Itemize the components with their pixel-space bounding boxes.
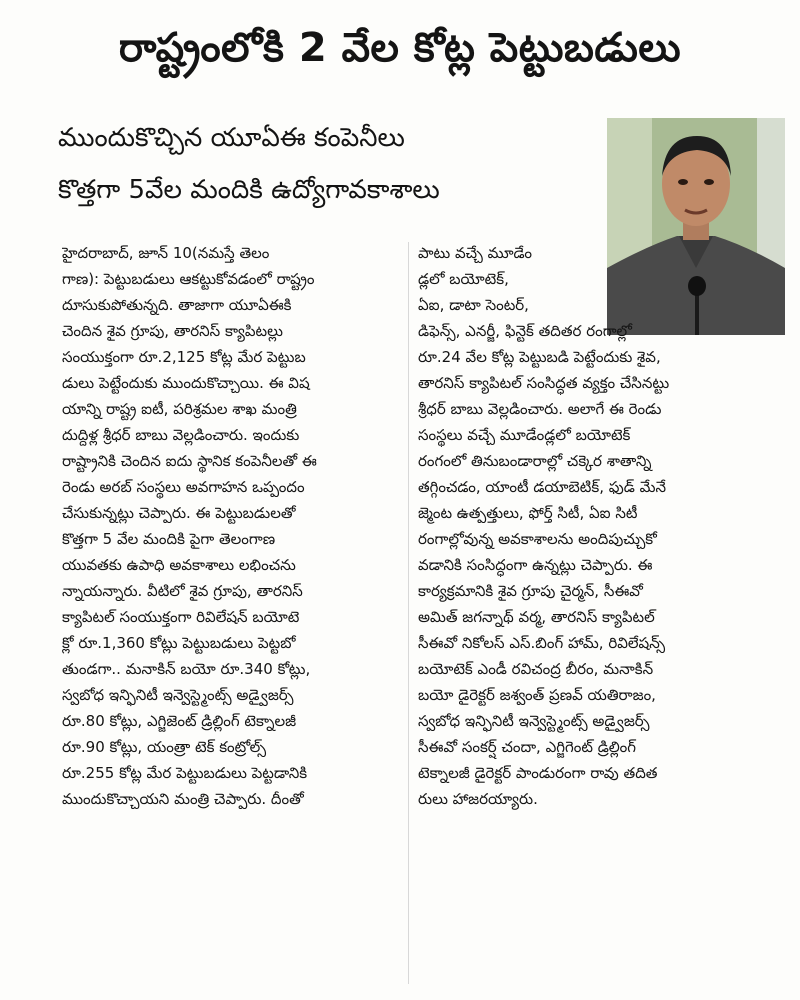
- body-line: జ్మెంట ఉత్పత్తులు, ఫోర్త్ సిటీ, ఏఐ సిటీ: [418, 504, 638, 522]
- body-line: స్వబోధ ఇన్ఫినిటీ ఇన్వెస్ట్మెంట్స్ అడ్వైజర్స్: [62, 686, 294, 704]
- body-line: సంయుక్తంగా రూ.2,125 కోట్ల మేర పెట్టుబ: [62, 348, 306, 366]
- body-line: రూ.80 కోట్లు, ఎగ్జిజెంట్ డ్రిల్లింగ్ టెక్నాలజీ: [62, 712, 297, 730]
- body-line: ఏఐ, డాటా సెంటర్,: [418, 296, 529, 314]
- body-line: డులు పెట్టేందుకు ముందుకొచ్చాయి. ఈ విష: [62, 374, 310, 392]
- column-divider: [408, 242, 409, 984]
- body-line: గాణ): పెట్టుబడులు ఆకట్టుకోవడంలో రాష్ట్రం: [62, 270, 315, 288]
- body-line: హైదరాబాద్, జూన్ 10(నమస్తే తెలం: [62, 244, 270, 262]
- body-line: సంస్థలు వచ్చే మూడేండ్లలో బయోటెక్: [418, 426, 631, 444]
- body-line: చెందిన శైవ గ్రూపు, తారనిస్ క్యాపిటల్లు: [62, 322, 283, 340]
- body-line: స్వబోధ ఇన్ఫినిటీ ఇన్వెస్ట్మెంట్స్ అడ్వైజర్స్: [418, 712, 650, 730]
- body-line: అమిత్ జగన్నాథ్ వర్మ, తారనిస్ క్యాపిటల్: [418, 608, 655, 626]
- body-line: యువతకు ఉపాధి అవకాశాలు లభించను: [62, 556, 296, 574]
- body-line: ముందుకొచ్చాయని మంత్రి చెప్పారు. దీంతో: [62, 790, 304, 808]
- body-line: పాటు వచ్చే మూడేం: [418, 244, 533, 262]
- body-line: న్నాయన్నారు. వీటిలో శైవ గ్రూపు, తారనిస్: [62, 582, 303, 600]
- article-body-right: [418, 240, 788, 812]
- body-line: డ్లలో బయోటెక్,: [418, 270, 509, 288]
- body-line: రెండు అరబ్ సంస్థలు అవగాహన ఒప్పందం: [62, 478, 305, 496]
- subheadline-line: ముందుకొచ్చిన యూఏఈ కంపెనీలు: [58, 123, 405, 153]
- body-line: బయోటెక్ ఎండీ రవిచంద్ర బీరం, మనాకిన్: [418, 660, 654, 678]
- body-line: తగ్గించడం, యాంటీ డయాబెటిక్, ఫుడ్ మేనే: [418, 478, 666, 496]
- body-line: రూ.90 కోట్లు, యంత్రా టెక్ కంట్రోల్స్: [62, 738, 267, 756]
- body-line: రంగంలో తినుబండారాల్లో చక్కెర శాతాన్ని: [418, 452, 652, 470]
- body-line: క్లో రూ.1,360 కోట్లు పెట్టుబడులు పెట్టబో: [62, 634, 296, 652]
- body-line: బయో డైరెక్టర్ జశ్వంత్ ప్రణవ్ యతిరాజం,: [418, 686, 656, 704]
- body-line: డిఫెన్స్, ఎనర్జీ, ఫిన్టెక్ తదితర రంగాల్లో: [418, 322, 632, 340]
- body-line: సీఈవో నికోలస్ ఎస్.బింగ్ హామ్, రివిలేషన్స్: [418, 634, 666, 652]
- headline: రాష్ట్రంలోకి 2 వేల కోట్ల పెట్టుబడులు: [118, 25, 682, 71]
- article-body-left: [62, 240, 402, 812]
- body-line: రంగాల్లోవున్న అవకాశాలను అందిపుచ్చుకో: [418, 530, 657, 548]
- body-line: తారనిస్ క్యాపిటల్ సంసిద్ధత వ్యక్తం చేసినట్టు: [418, 374, 670, 392]
- body-line: రాష్ట్రానికి చెందిన ఐదు స్థానిక కంపెనీలతో ఈ: [62, 452, 317, 470]
- body-line: దూసుకుపోతున్నది. తాజాగా యూఏఈకి: [62, 296, 292, 314]
- body-line: క్యాపిటల్ సంయుక్తంగా రివిలేషన్ బయోటె: [62, 608, 300, 626]
- body-line: శ్రీధర్ బాబు వెల్లడించారు. అలాగే ఈ రెండు: [418, 400, 662, 418]
- subheadline-line: కొత్తగా 5వేల మందికి ఉద్యోగావకాశాలు: [58, 175, 440, 205]
- body-line: చేసుకున్నట్లు చెప్పారు. ఈ పెట్టుబడులతో: [62, 504, 296, 522]
- body-line: యాన్ని రాష్ట్ర ఐటీ, పరిశ్రమల శాఖ మంత్రి: [62, 400, 297, 418]
- body-line: కొత్తగా 5 వేల మందికి పైగా తెలంగాణ: [62, 530, 276, 548]
- body-line: వడానికి సంసిద్ధంగా ఉన్నట్లు చెప్పారు. ఈ: [418, 556, 653, 574]
- body-line: కార్యక్రమానికి శైవ గ్రూపు చైర్మన్, సీఈవో: [418, 582, 643, 600]
- body-line: సీఈవో సంకర్ష్ చందా, ఎగ్జిగెంట్ డ్రిల్లింగ్: [418, 738, 637, 756]
- body-line: రూ.24 వేల కోట్ల పెట్టుబడి పెట్టేందుకు శైవ,: [418, 348, 661, 366]
- subheadline: [58, 112, 440, 216]
- body-line: రులు హాజరయ్యారు.: [418, 790, 538, 808]
- body-line: తుండగా.. మనాకిన్ బయో రూ.340 కోట్లు,: [62, 660, 311, 678]
- body-line: రూ.255 కోట్ల మేర పెట్టుబడులు పెట్టడానికి: [62, 764, 308, 782]
- body-line: దుద్దిళ్ల శ్రీధర్ బాబు వెల్లడించారు. ఇందుకు: [62, 426, 300, 444]
- body-line: టెక్నాలజీ డైరెక్టర్ పాండురంగా రావు తదిత: [418, 764, 658, 782]
